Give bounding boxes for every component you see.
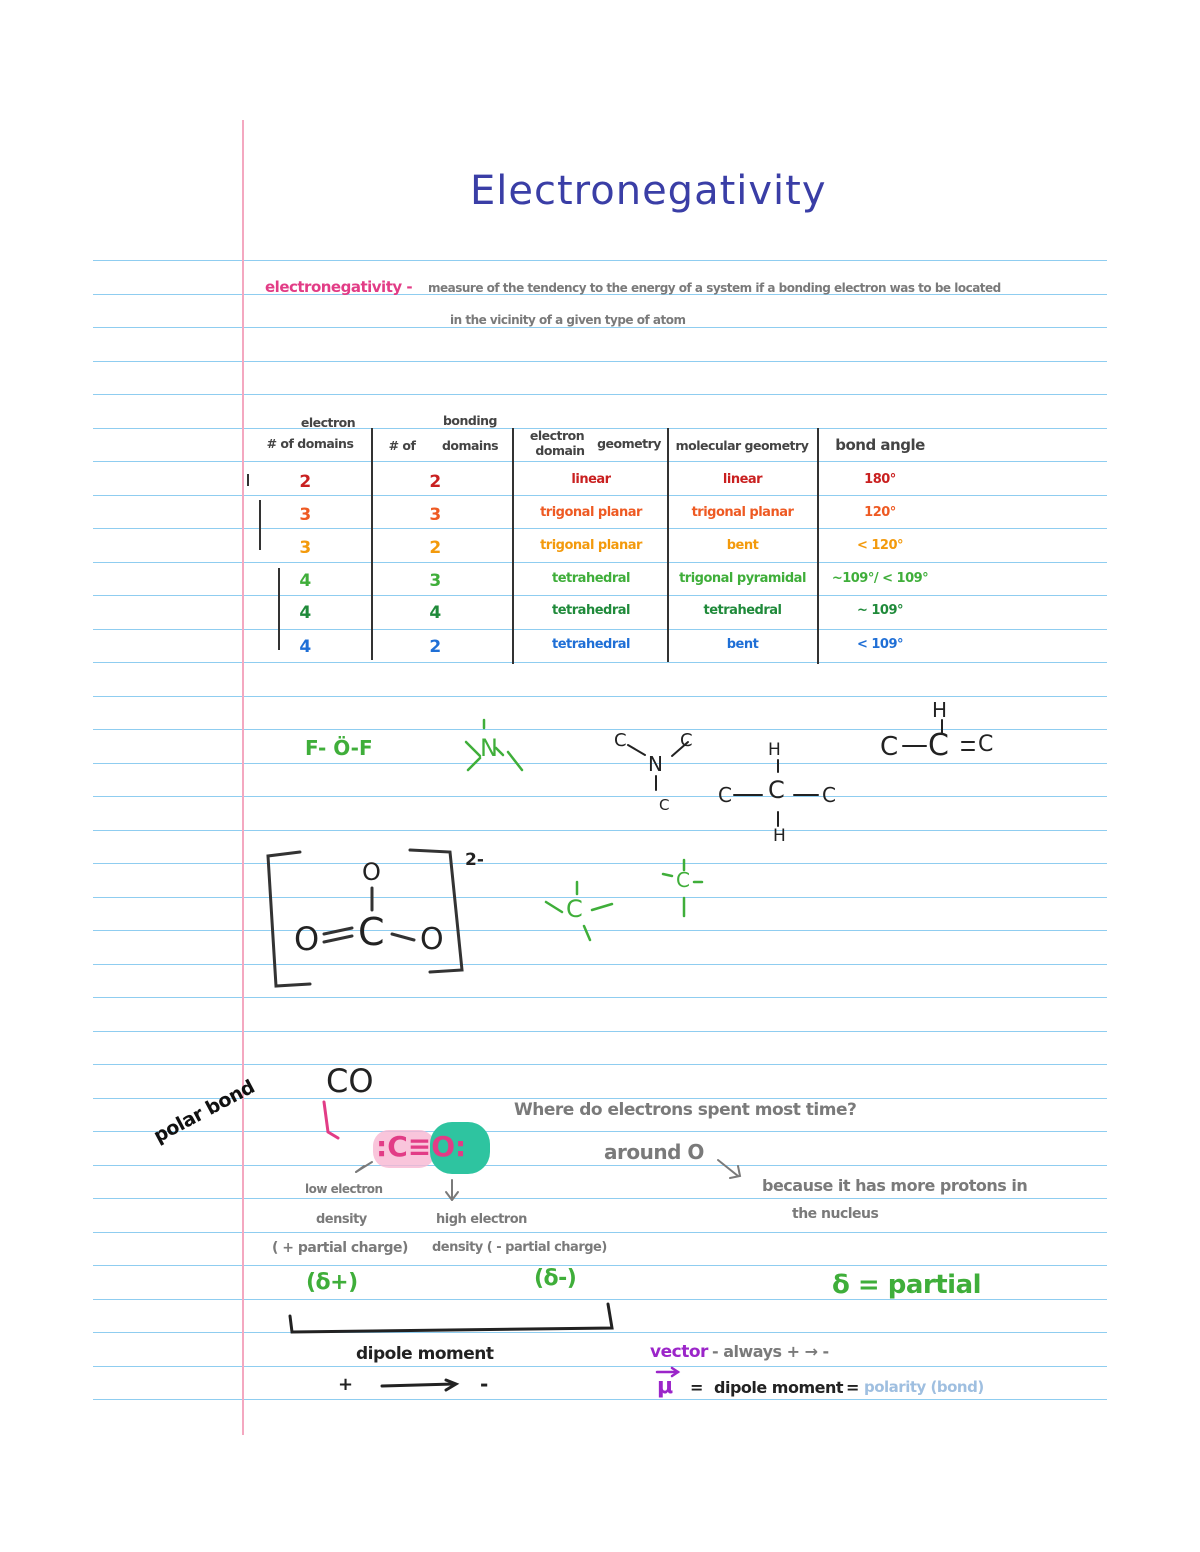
header-col3-bottom: geometry <box>597 436 661 451</box>
cell-bond-angle: < 109° <box>856 637 904 652</box>
polar-bond-label: polar bond <box>150 1075 259 1148</box>
header-col3-top: electron <box>529 428 585 443</box>
delta-definition: δ = partial <box>832 1270 982 1300</box>
dipole-moment-label: dipole moment <box>356 1344 494 1364</box>
cell-bonding-domains: 2 <box>429 538 441 558</box>
cell-bond-angle: 180° <box>864 472 896 487</box>
amine-c2: C <box>680 730 693 751</box>
cell-bond-angle: ~109°/ < 109° <box>831 571 929 586</box>
dipole-minus: - <box>480 1372 488 1396</box>
amine-c1: C <box>614 730 627 751</box>
cell-molecular-geometry: trigonal planar <box>691 505 794 520</box>
alkene-c2: C <box>928 728 949 763</box>
header-col4: molecular geometry <box>675 438 809 453</box>
mu-equals: = <box>690 1378 703 1397</box>
delta-minus: (δ-) <box>534 1266 577 1291</box>
cell-molecular-geometry: bent <box>726 637 759 652</box>
mu-symbol: μ <box>657 1374 673 1399</box>
cell-bond-angle: 120° <box>864 505 896 520</box>
amine-n: N <box>648 752 663 776</box>
c-side-line2: density <box>316 1212 367 1227</box>
ch-bottom-h: H <box>773 826 786 846</box>
cell-electron-geometry: tetrahedral <box>552 637 630 652</box>
reason-line1: because it has more protons in <box>762 1176 1028 1195</box>
cell-molecular-geometry: tetrahedral <box>703 603 782 618</box>
ch-c-mid: C <box>768 776 785 804</box>
carbonate-o-left: O <box>294 920 320 958</box>
amine-c3: C <box>659 796 670 814</box>
carbonate-o-top: O <box>362 858 381 886</box>
cell-bond-angle: ~ 109° <box>856 603 904 618</box>
reason-line2: the nucleus <box>792 1206 879 1222</box>
cell-molecular-geometry: linear <box>722 472 763 487</box>
c-side-line1: low electron <box>305 1182 383 1196</box>
ch-c-left: C <box>718 783 732 807</box>
definition-text-line2: in the vicinity of a given type of atom <box>450 313 686 327</box>
delta-plus: (δ+) <box>306 1270 358 1295</box>
cell-electron-geometry: tetrahedral <box>552 603 630 618</box>
header-col2-bottom-a: # of <box>388 438 416 453</box>
carbonate-c: C <box>358 910 385 954</box>
definition-text-line1: measure of the tendency to the energy of a system if a bonding electron was to be located <box>428 281 1001 295</box>
dipole-plus: + <box>338 1374 353 1395</box>
cell-electron-domains: 3 <box>299 538 311 558</box>
definition-term: electronegativity - <box>265 278 413 296</box>
carbonate-o-right: O <box>420 922 444 957</box>
header-col1-top: electron <box>300 415 356 430</box>
cell-electron-geometry: trigonal planar <box>540 505 642 520</box>
electron-question: Where do electrons spent most time? <box>514 1100 857 1120</box>
green-carbon-2: C <box>676 868 690 892</box>
cell-electron-domains: 2 <box>299 472 311 492</box>
green-carbon-1: C <box>566 895 583 923</box>
header-col1-bottom: # of domains <box>266 436 354 451</box>
co-molecule: CO <box>326 1062 374 1100</box>
cell-electron-geometry: trigonal planar <box>540 538 642 553</box>
cell-bonding-domains: 2 <box>429 637 441 657</box>
cell-molecular-geometry: trigonal pyramidal <box>679 571 806 586</box>
header-col3-mid: domain <box>535 443 585 458</box>
cell-bonding-domains: 3 <box>429 505 441 525</box>
cell-electron-geometry: linear <box>571 472 611 487</box>
alkene-c3: C <box>978 732 994 757</box>
electron-answer: around O <box>604 1140 704 1164</box>
cell-electron-domains: 3 <box>299 505 311 525</box>
header-col2-top: bonding <box>442 413 497 428</box>
vector-label: vector <box>650 1342 708 1362</box>
cell-bond-angle: < 120° <box>856 538 904 553</box>
cell-electron-domains: 4 <box>299 603 311 623</box>
cell-bonding-domains: 2 <box>429 472 441 492</box>
page-title: Electronegativity <box>470 168 827 214</box>
o-side-line2: density ( - partial charge) <box>432 1240 607 1255</box>
cell-electron-domains: 4 <box>299 637 311 657</box>
ch-c-right: C <box>822 783 836 807</box>
ch-top-h: H <box>768 740 781 760</box>
cell-electron-domains: 4 <box>299 571 311 591</box>
alkene-h: H <box>932 698 948 722</box>
carbonate-charge: 2- <box>465 850 484 870</box>
header-col2-bottom-b: domains <box>441 438 499 453</box>
vector-text: - always + → - <box>712 1342 829 1361</box>
cell-bonding-domains: 3 <box>429 571 441 591</box>
mu-equals-2: = <box>846 1378 859 1397</box>
co-lewis: :C≡O: <box>376 1130 467 1163</box>
cell-electron-geometry: tetrahedral <box>552 571 630 586</box>
of2-sketch: F- Ö-F <box>305 736 373 760</box>
o-side-line1: high electron <box>436 1212 527 1227</box>
mu-text: dipole moment <box>714 1378 844 1397</box>
alkene-c1: C <box>880 732 899 762</box>
c-side-line3: ( + partial charge) <box>272 1240 408 1256</box>
cell-bonding-domains: 4 <box>429 603 441 623</box>
nh-sketch: N <box>480 734 498 762</box>
mu-meaning: polarity (bond) <box>864 1378 984 1396</box>
header-col5: bond angle <box>835 436 925 454</box>
cell-molecular-geometry: bent <box>726 538 759 553</box>
